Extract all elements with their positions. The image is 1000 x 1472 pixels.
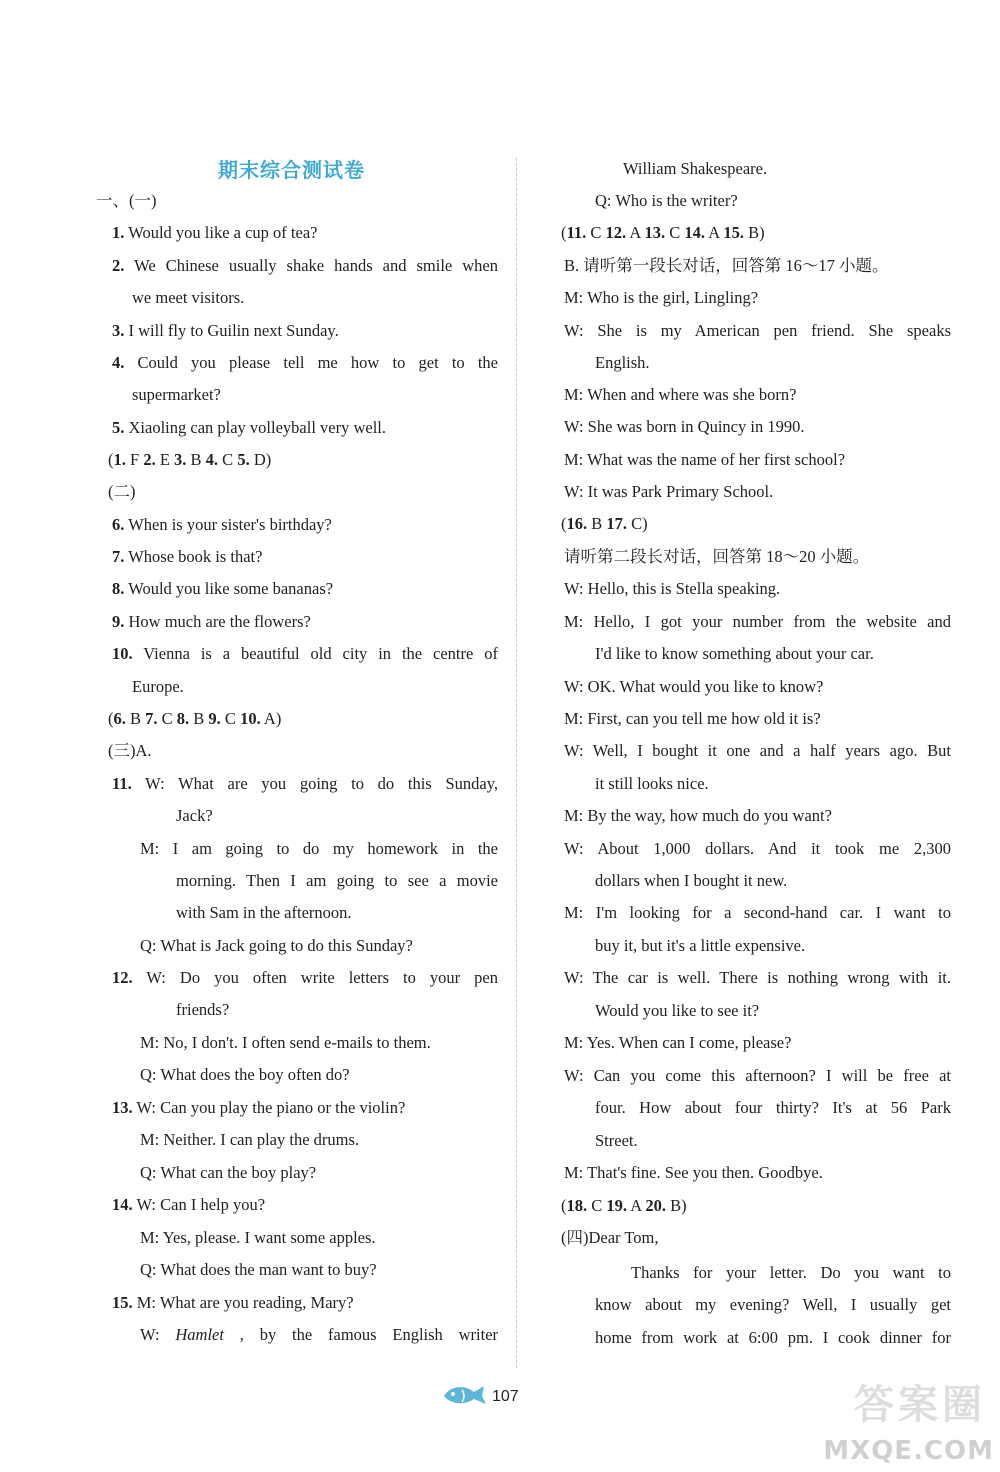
right-line: Thanks for your letter. Do you want to xyxy=(631,1263,951,1282)
left-line: Q: What does the man want to buy? xyxy=(140,1260,377,1279)
right-line: W: OK. What would you like to know? xyxy=(564,677,824,696)
left-line: M: Yes, please. I want some apples. xyxy=(140,1228,376,1247)
left-line: M: No, I don't. I often send e-mails to them. xyxy=(140,1033,431,1052)
right-line: I'd like to know something about your car. xyxy=(595,644,874,663)
left-line: 7. Whose book is that? xyxy=(112,547,263,566)
right-line: W: Can you come this afternoon? I will be free at xyxy=(564,1066,951,1085)
right-line: Q: Who is the writer? xyxy=(595,191,738,210)
right-line: W: The car is well. There is nothing wrong with it. xyxy=(564,968,951,987)
right-line: W: Well, I bought it one and a half years ago. But xyxy=(564,741,951,760)
right-line: W: It was Park Primary School. xyxy=(564,482,774,501)
page-number: 107 xyxy=(492,1388,519,1405)
right-line: know about my evening? Well, I usually get xyxy=(595,1295,951,1314)
left-line: 2. We Chinese usually shake hands and smile when xyxy=(112,256,498,275)
right-line: M: First, can you tell me how old it is? xyxy=(564,709,821,728)
left-line: W: Hamlet , by the famous English writer xyxy=(140,1325,499,1344)
right-line: (18. C 19. A 20. B) xyxy=(561,1196,687,1215)
left-line: 8. Would you like some bananas? xyxy=(112,579,334,598)
right-line: W: About 1,000 dollars. And it took me 2,300 xyxy=(564,839,951,858)
right-line: M: What was the name of her first school? xyxy=(564,450,846,469)
right-line: (11. C 12. A 13. C 14. A 15. B) xyxy=(561,223,765,242)
watermark-cn: 答案圈 xyxy=(854,1382,986,1428)
left-line: 11. W: What are you going to do this Sunday, xyxy=(112,774,498,793)
right-line: W: She is my American pen friend. She speaks xyxy=(564,321,951,340)
right-line: home from work at 6:00 pm. I cook dinner for xyxy=(595,1328,951,1347)
left-line: (6. B 7. C 8. B 9. C 10. A) xyxy=(108,709,282,728)
left-line: (1. F 2. E 3. B 4. C 5. D) xyxy=(108,450,272,469)
left-line: M: Neither. I can play the drums. xyxy=(140,1130,360,1149)
left-line: 13. W: Can you play the piano or the violin? xyxy=(112,1098,406,1117)
right-line: William Shakespeare. xyxy=(623,159,768,178)
right-line: B. 请听第一段长对话，回答第 16～17 小题。 xyxy=(564,256,889,275)
left-line: Jack? xyxy=(176,806,213,825)
left-line: 5. Xiaoling can play volleyball very well. xyxy=(112,418,387,437)
watermark xyxy=(823,1382,1000,1472)
left-line: we meet visitors. xyxy=(132,288,245,307)
right-line: Would you like to see it? xyxy=(595,1001,760,1020)
left-line: friends? xyxy=(176,1000,230,1019)
right-line: M: When and where was she born? xyxy=(564,385,797,404)
left-line: (二) xyxy=(108,482,136,501)
right-line: dollars when I bought it new. xyxy=(595,871,788,890)
left-line: 一、(一) xyxy=(96,191,157,210)
left-line: M: I am going to do my homework in the xyxy=(140,839,498,858)
left-line: 3. I will fly to Guilin next Sunday. xyxy=(112,321,339,340)
left-line: morning. Then I am going to see a movie xyxy=(176,871,498,890)
fish-logo-icon xyxy=(440,1382,488,1408)
left-line: with Sam in the afternoon. xyxy=(176,903,352,922)
right-line: M: By the way, how much do you want? xyxy=(564,806,832,825)
left-line: 15. M: What are you reading, Mary? xyxy=(112,1293,354,1312)
left-line: 9. How much are the flowers? xyxy=(112,612,311,631)
right-line: W: She was born in Quincy in 1990. xyxy=(564,417,805,436)
left-line: supermarket? xyxy=(132,385,221,404)
right-line: 请听第二段长对话，回答第 18～20 小题。 xyxy=(564,547,870,566)
left-line: 14. W: Can I help you? xyxy=(112,1195,266,1214)
left-line: 10. Vienna is a beautiful old city in the centre of xyxy=(112,644,498,663)
right-line: M: Who is the girl, Lingling? xyxy=(564,288,759,307)
right-line: M: That's fine. See you then. Goodbye. xyxy=(564,1163,823,1182)
right-line: it still looks nice. xyxy=(595,774,709,793)
right-line: M: Yes. When can I come, please? xyxy=(564,1033,792,1052)
right-line: buy it, but it's a little expensive. xyxy=(595,936,806,955)
right-line: M: I'm looking for a second-hand car. I want to xyxy=(564,903,951,922)
left-line: Q: What can the boy play? xyxy=(140,1163,317,1182)
right-line: M: Hello, I got your number from the website and xyxy=(564,612,951,631)
right-line: English. xyxy=(595,353,650,372)
page-title: 期末综合测试卷 xyxy=(218,158,365,182)
right-line: W: Hello, this is Stella speaking. xyxy=(564,579,781,598)
left-line: (三)A. xyxy=(108,741,152,760)
left-line: 12. W: Do you often write letters to your pen xyxy=(112,968,498,987)
left-line: Q: What is Jack going to do this Sunday? xyxy=(140,936,413,955)
left-line: Q: What does the boy often do? xyxy=(140,1065,350,1084)
watermark-url: MXQE.COM xyxy=(823,1436,994,1466)
right-line: (四)Dear Tom, xyxy=(561,1228,659,1247)
left-line: 4. Could you please tell me how to get to the xyxy=(112,353,498,372)
left-line: Europe. xyxy=(132,677,184,696)
right-line: (16. B 17. C) xyxy=(561,514,648,533)
right-line: four. How about four thirty? It's at 56 Park xyxy=(595,1098,951,1117)
right-line: Street. xyxy=(595,1131,638,1150)
left-line: 1. Would you like a cup of tea? xyxy=(112,223,318,242)
column-divider xyxy=(516,158,517,1368)
left-line: 6. When is your sister's birthday? xyxy=(112,515,332,534)
